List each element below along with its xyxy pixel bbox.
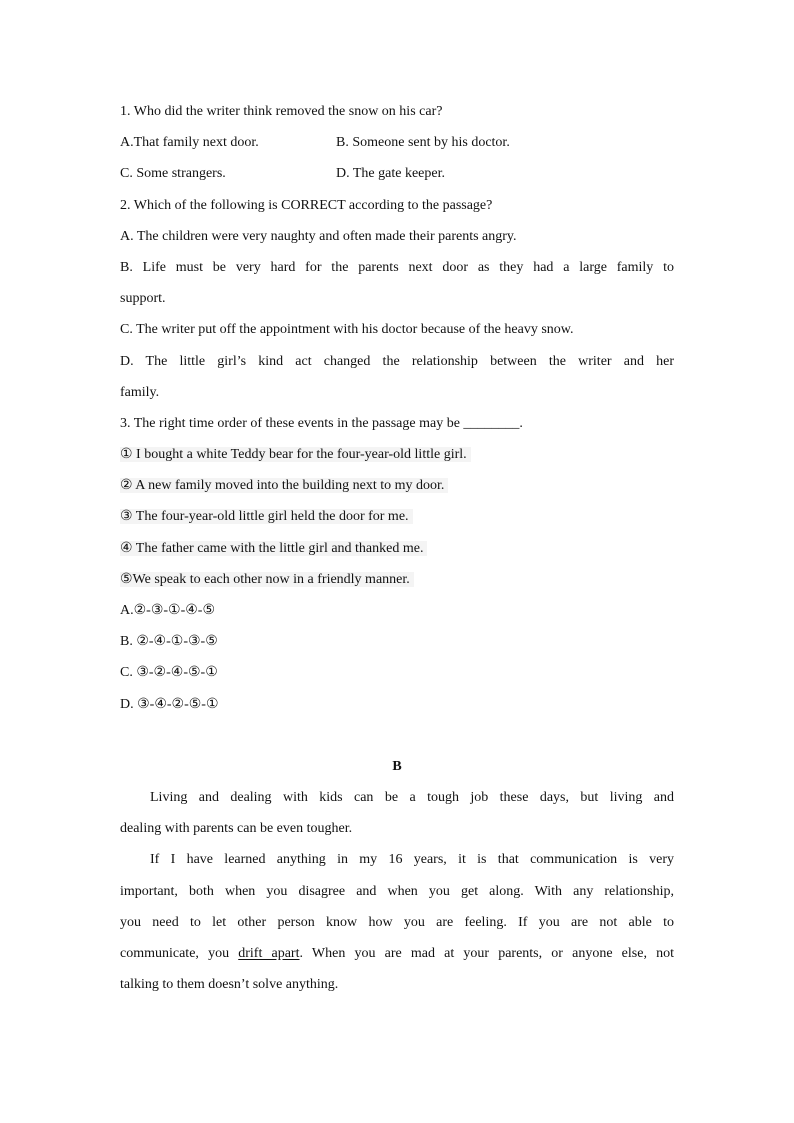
p2-line-4-post: . When you are mad at your parents, or anyone else, not [299,945,674,961]
q3-event-5: ⑤We speak to each other now in a friendly manner. [120,572,414,587]
q1-options-row-2 [120,158,674,189]
q2-option-b-line-1: B. Life must be very hard for the parents next door as they had a large family to [120,259,674,275]
q3-option-b: B. ②-④-①-③-⑤ [120,634,218,650]
section-b-p1-line-1: Living and dealing with kids can be a tough job these days, but living and [150,789,674,805]
q1-options-row-1 [120,127,674,158]
q3-event [120,439,674,470]
p2-line-4-pre: communicate, you [120,945,239,961]
section-b-p2-line-4 [120,938,674,969]
q2-option-d-line-2: family. [120,384,160,400]
section-b-p2-line-5: talking to them doesn’t solve anything. [120,977,339,993]
q3-event [120,470,674,501]
q3-option-d: D. ③-④-②-⑤-① [120,696,219,712]
q3-event-3: ③ The four-year-old little girl held the door for me. [120,509,413,524]
q3-event [120,533,674,564]
q2-option-d-line-1: D. The little girl’s kind act changed the relationship between the writer and her [120,353,674,369]
section-b-heading: B [392,758,402,774]
q3-event [120,564,674,595]
section-b-p2-line-2: important, both when you disagree and when you get along. With any relationship, [120,883,674,899]
section-b-p2-line-1: If I have learned anything in my 16 years, it is that communication is very [150,852,674,868]
q1-option-d: D. The gate keeper. [336,166,445,182]
q3-option-a: A.②-③-①-④-⑤ [120,603,216,618]
q1-option-b: B. Someone sent by his doctor. [336,135,510,151]
q3-option-c: C. ③-②-④-⑤-① [120,665,218,681]
q1-stem: 1. Who did the writer think removed the snow on his car? [120,104,443,119]
q2-option-b-line-2: support. [120,291,166,307]
q3-event-2: ② A new family moved into the building next to my door. [120,478,448,493]
underlined-phrase: drift apart [238,945,300,961]
document-page [120,96,674,1000]
q1-option-a: A.That family next door. [120,135,259,151]
q3-event [120,501,674,532]
q2-option-a: A. The children were very naughty and often made their parents angry. [120,228,517,244]
section-b-p1-line-2: dealing with parents can be even tougher. [120,821,353,837]
q2-option-c: C. The writer put off the appointment with his doctor because of the heavy snow. [120,322,574,338]
q2-stem: 2. Which of the following is CORRECT according to the passage? [120,197,493,213]
q3-event-4: ④ The father came with the little girl and thanked me. [120,541,427,556]
q3-event-1: ① I bought a white Teddy bear for the four-year-old little girl. [120,447,471,462]
q1-option-c: C. Some strangers. [120,166,226,182]
q3-stem: 3. The right time order of these events in the passage may be ________. [120,415,523,431]
section-b-p2-line-3: you need to let other person know how you are feeling. If you are not able to [120,914,674,930]
